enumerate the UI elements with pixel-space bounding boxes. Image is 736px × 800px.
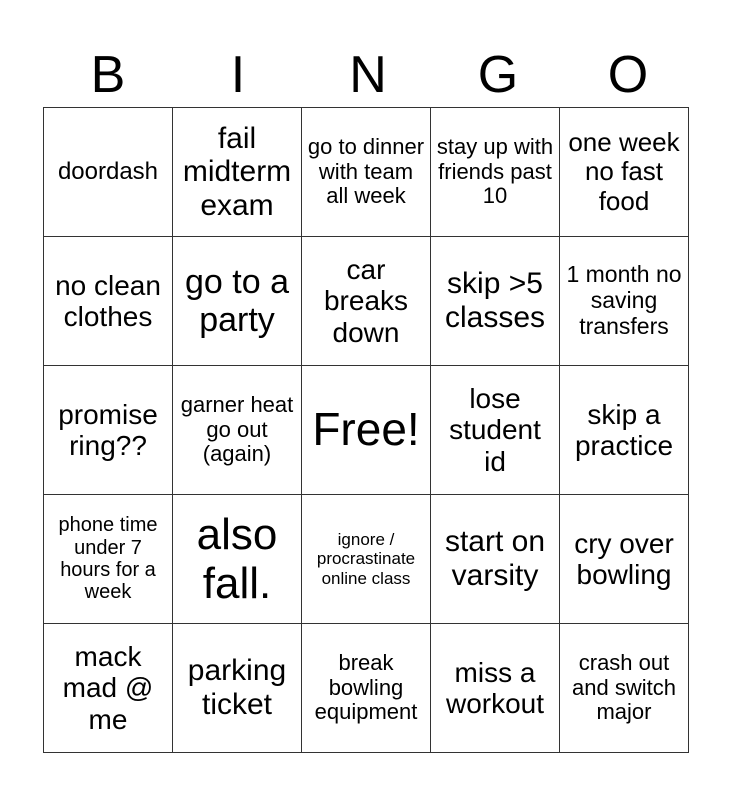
board-row-3 [44, 366, 689, 495]
board-row-5 [44, 624, 689, 753]
bingo-cell[interactable]: ignore / procrastinate online class [302, 495, 431, 624]
bingo-header [43, 45, 693, 105]
header-letter-b: B [90, 46, 126, 104]
bingo-cell[interactable]: break bowling equipment [302, 624, 431, 753]
bingo-cell[interactable]: cry over bowling [560, 495, 689, 624]
bingo-cell[interactable]: car breaks down [302, 237, 431, 366]
bingo-cell[interactable]: garner heat go out (again) [173, 366, 302, 495]
bingo-board [43, 107, 689, 753]
board-row-4 [44, 495, 689, 624]
bingo-cell[interactable]: skip >5 classes [431, 237, 560, 366]
bingo-cell[interactable]: go to a party [173, 237, 302, 366]
bingo-cell[interactable]: start on varsity [431, 495, 560, 624]
board-row-2 [44, 237, 689, 366]
bingo-cell[interactable]: one week no fast food [560, 108, 689, 237]
bingo-cell[interactable]: promise ring?? [44, 366, 173, 495]
bingo-cell[interactable]: parking ticket [173, 624, 302, 753]
header-letter-g: G [477, 46, 519, 104]
bingo-cell[interactable]: fail midterm exam [173, 108, 302, 237]
header-letter-o: O [607, 46, 649, 104]
board-row-1 [44, 108, 689, 237]
free-space-cell[interactable]: Free! [302, 366, 431, 495]
bingo-cell[interactable]: 1 month no saving transfers [560, 237, 689, 366]
bingo-cell[interactable]: skip a practice [560, 366, 689, 495]
bingo-cell[interactable]: doordash [44, 108, 173, 237]
header-letter-n: N [349, 46, 387, 104]
bingo-cell[interactable]: miss a workout [431, 624, 560, 753]
bingo-cell[interactable]: go to dinner with team all week [302, 108, 431, 237]
header-letter-i: I [230, 46, 246, 104]
bingo-cell[interactable]: no clean clothes [44, 237, 173, 366]
bingo-cell[interactable]: also fall. [173, 495, 302, 624]
bingo-cell[interactable]: phone time under 7 hours for a week [44, 495, 173, 624]
bingo-cell[interactable]: mack mad @ me [44, 624, 173, 753]
bingo-cell[interactable]: crash out and switch major [560, 624, 689, 753]
bingo-cell[interactable]: lose student id [431, 366, 560, 495]
bingo-cell[interactable]: stay up with friends past 10 [431, 108, 560, 237]
